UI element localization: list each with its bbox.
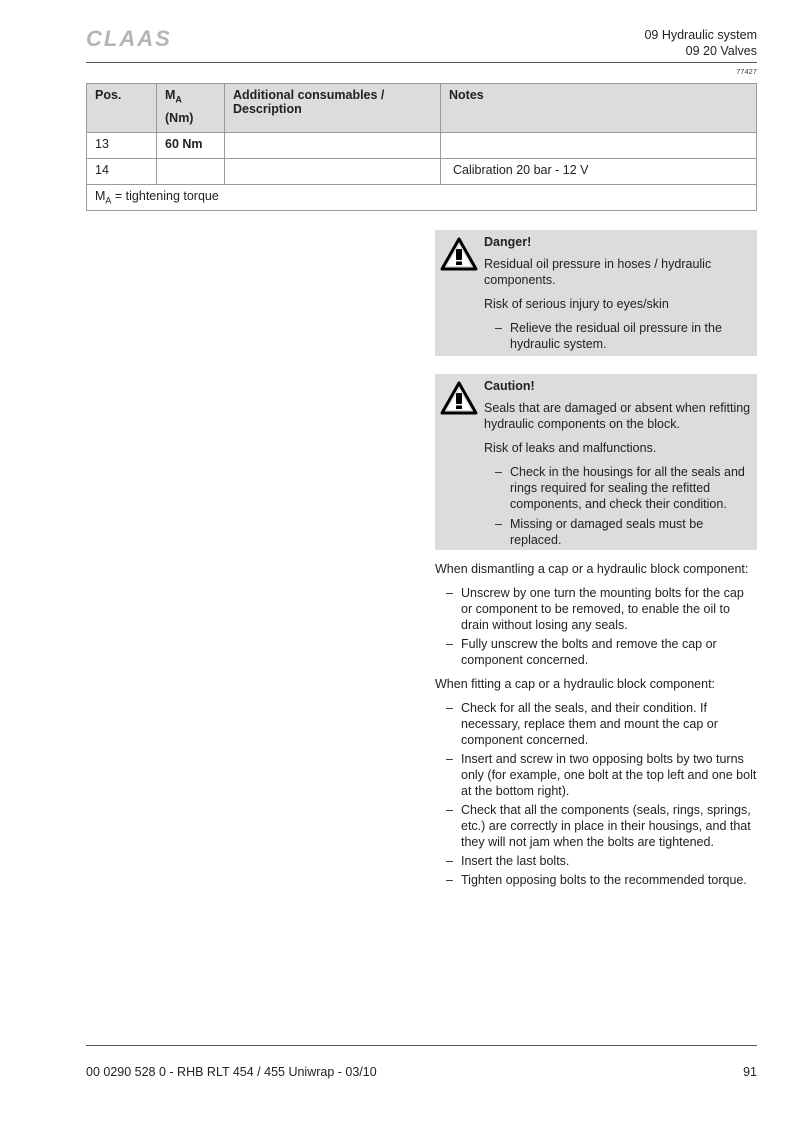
- table-header-row: [87, 84, 757, 133]
- page-header: [644, 27, 757, 59]
- list-item: – Check that all the components (seals, rings, springs, etc.) are correctly in place in their housings, and that they will not jam when the bolts are tightened.: [435, 802, 757, 850]
- document-id: 77427: [736, 67, 757, 76]
- caution-action: – Check in the housings for all the seals and rings required for sealing the refitted components, and check their condition.: [484, 464, 751, 512]
- footer-document-ref: 00 0290 528 0 - RHB RLT 454 / 455 Uniwrap - 03/10: [86, 1065, 377, 1079]
- table-row: 13 60 Nm: [87, 133, 757, 159]
- danger-notice: [435, 230, 757, 356]
- list-item: – Insert the last bolts.: [435, 853, 757, 869]
- page-number: 91: [743, 1065, 757, 1079]
- danger-action: – Relieve the residual oil pressure in the hydraulic system.: [484, 320, 751, 352]
- instructions: [435, 561, 757, 891]
- section-title: 09 20 Valves: [685, 44, 757, 58]
- caution-text: Seals that are damaged or absent when refitting hydraulic components on the block.: [484, 401, 751, 431]
- col-consumables: Additional consumables / Description: [225, 84, 441, 133]
- chapter-title: 09 Hydraulic system: [644, 28, 757, 42]
- fitting-intro: When fitting a cap or a hydraulic block component:: [435, 677, 716, 691]
- caution-action: – Missing or damaged seals must be replaced.: [484, 516, 751, 548]
- table-footnote-row: $M_A$ = tightening torque: [87, 185, 757, 211]
- footer-divider: [86, 1045, 757, 1046]
- col-notes: Notes: [441, 84, 757, 133]
- claas-logo: [86, 27, 188, 49]
- list-item: – Check for all the seals, and their condition. If necessary, replace them and mount the cap or component concerned.: [435, 700, 757, 748]
- svg-text:CLAAS: CLAAS: [86, 27, 172, 49]
- list-item: – Fully unscrew the bolts and remove the cap or component concerned.: [435, 636, 757, 668]
- danger-text: Residual oil pressure in hoses / hydraulic components.: [484, 257, 712, 287]
- dismantling-intro: When dismantling a cap or a hydraulic block component:: [435, 562, 749, 576]
- header-divider: [86, 62, 757, 63]
- list-item: – Tighten opposing bolts to the recommended torque.: [435, 872, 757, 888]
- list-item: – Insert and screw in two opposing bolts by two turns only (for example, one bolt at the top left and one bolt at the bottom right).: [435, 751, 757, 799]
- caution-risk: Risk of leaks and malfunctions.: [484, 441, 657, 455]
- danger-title: Danger!: [484, 235, 532, 249]
- danger-risk: Risk of serious injury to eyes/skin: [484, 297, 669, 311]
- warning-triangle-icon: [440, 237, 478, 271]
- torque-table: [86, 83, 757, 211]
- table-row: 14 Calibration 20 bar - 12 V: [87, 159, 757, 185]
- list-item: – Unscrew by one turn the mounting bolts for the cap or component to be removed, to enable the oil to drain without losing any seals.: [435, 585, 757, 633]
- caution-notice: [435, 374, 757, 550]
- col-pos: Pos.: [87, 84, 157, 133]
- col-ma: $M_A$ (Nm): [157, 84, 225, 133]
- caution-title: Caution!: [484, 379, 535, 393]
- warning-triangle-icon: [440, 381, 478, 415]
